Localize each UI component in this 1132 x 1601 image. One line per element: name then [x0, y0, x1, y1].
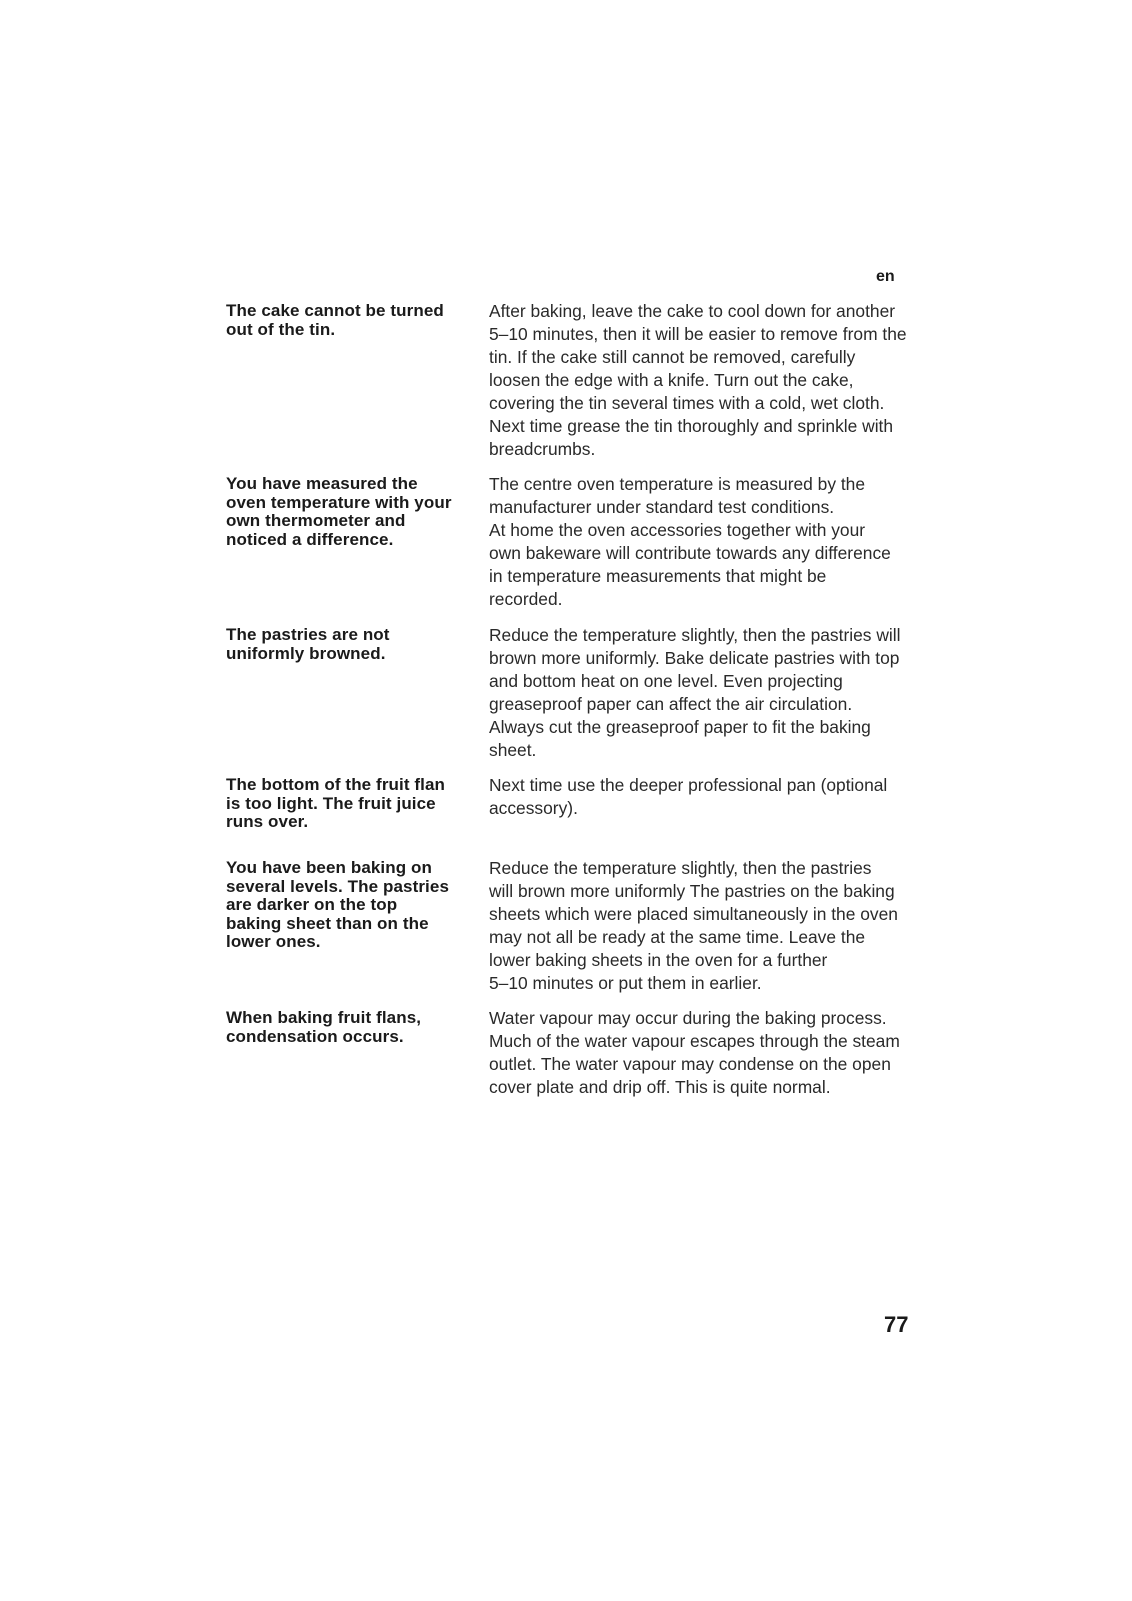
solution-text: Reduce the temperature slightly, then the pastries will brown more uniformly The pastries on the baking sheets which were placed simultaneously in the oven may not all be ready at the same time. Leave the lower baking sheets in the oven for a further 5‒10 minutes or put them in earlier. — [489, 858, 898, 993]
solution-text: Water vapour may occur during the baking process. Much of the water vapour escapes through the steam outlet. The water vapour may condense on the open cover plate and drip off. This is quite normal. — [489, 1008, 900, 1097]
problem-text: You have measured the oven temperature with your own thermometer and noticed a difference. — [226, 474, 452, 549]
solution-text: Next time use the deeper professional pan (optional accessory). — [489, 775, 888, 818]
page-number: 77 — [884, 1312, 909, 1337]
problem-text: The cake cannot be turned out of the tin. — [226, 301, 444, 339]
problem-text: The bottom of the fruit flan is too light. The fruit juice runs over. — [226, 775, 446, 832]
problem-text: The pastries are not uniformly browned. — [226, 625, 390, 663]
solution-text: Reduce the temperature slightly, then the pastries will brown more uniformly. Bake delicate pastries with top and bottom heat on one level. Even projecting greaseproof paper can affect the air circulation. Always cut the greaseproof paper to fit the baking sheet. — [489, 625, 901, 760]
problem-text: You have been baking on several levels. The pastries are darker on the top baking sheet than on the lower ones. — [226, 858, 449, 952]
problem-text: When baking fruit flans, condensation occurs. — [226, 1008, 422, 1046]
solution-text: The centre oven temperature is measured by the manufacturer under standard test conditions. At home the oven accessories together with your own bakeware will contribute towards any difference in temperature measurements that might be recorded. — [489, 474, 891, 609]
language-tag: en — [876, 268, 895, 285]
solution-text: After baking, leave the cake to cool down for another 5‒10 minutes, then it will be easier to remove from the tin. If the cake still cannot be removed, carefully loosen the edge with a knife. Turn out the cake, covering the tin several times with a cold, wet cloth. Next time grease the tin thoroughly and sprinkle with breadcrumbs. — [489, 301, 907, 459]
